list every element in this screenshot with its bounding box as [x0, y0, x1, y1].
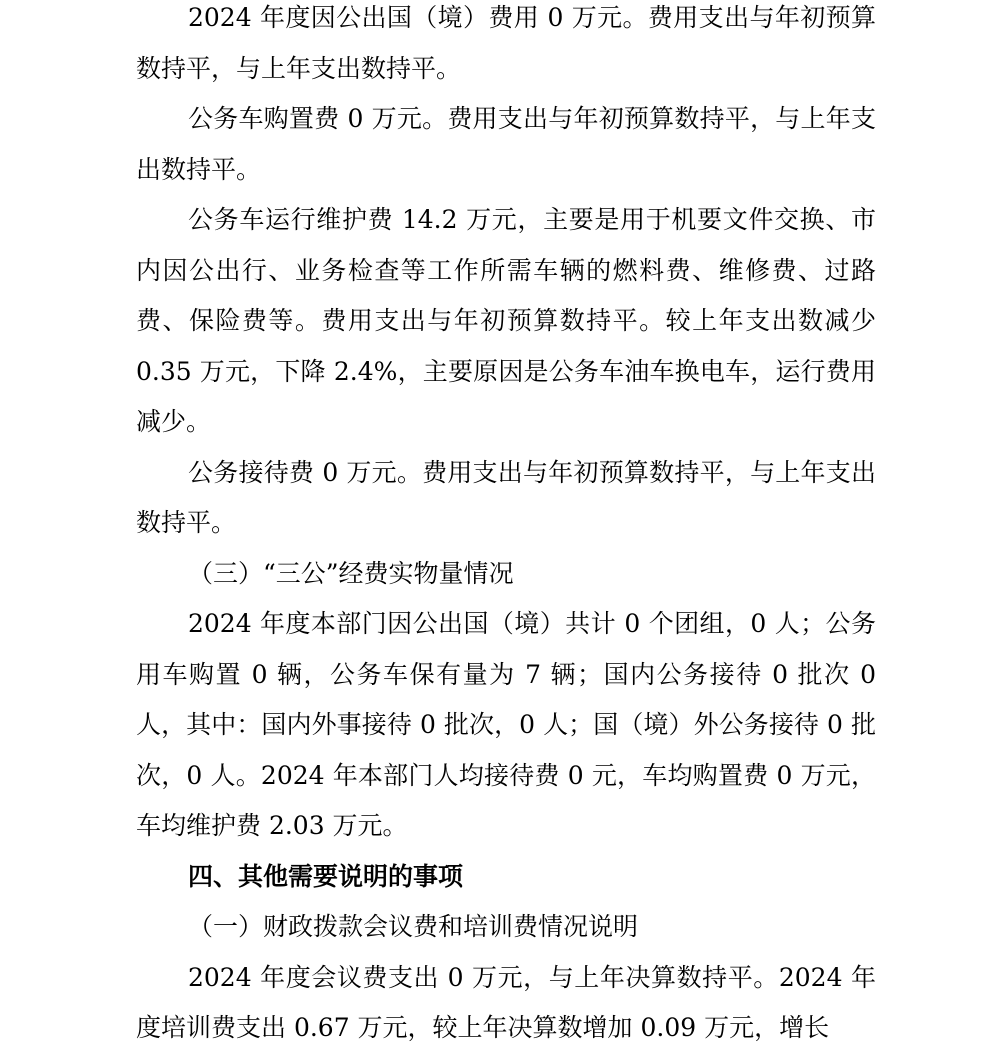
paragraph-physical-quantity: 2024 年度本部门因公出国（境）共计 0 个团组，0 人；公务用车购置 0 辆，公务车保有量为 7 辆；国内公务接待 0 批次 0 人，其中：国内外事接待 0 批次，0 人；国（境）外公务接待 0 批次，0 人。2024 年本部门人均接待费 0 元，车均购置费 0 万元，车均维护费 2.03 万元。	[136, 609, 876, 840]
subheading-physical-quantity: （三）“三公”经费实物量情况	[188, 558, 514, 588]
paragraph-vehicle-purchase: 公务车购置费 0 万元。费用支出与年初预算数持平，与上年支出数持平。	[136, 104, 876, 184]
paragraph-overseas-travel: 2024 年度因公出国（境）费用 0 万元。费用支出与年初预算数持平，与上年支出数持平。	[136, 3, 876, 83]
document-page	[136, 0, 876, 1054]
subheading-meeting-training: （一）财政拨款会议费和培训费情况说明	[188, 912, 639, 941]
paragraph-reception: 公务接待费 0 万元。费用支出与年初预算数持平，与上年支出数持平。	[136, 457, 876, 537]
paragraph-meeting-training: 2024 年度会议费支出 0 万元，与上年决算数持平。2024 年度培训费支出 0.67 万元，较上年决算数增加 0.09 万元，增长	[136, 962, 876, 1042]
section-heading-other-matters: 四、其他需要说明的事项	[188, 861, 464, 891]
paragraph-vehicle-maintenance: 公务车运行维护费 14.2 万元，主要是用于机要文件交换、市内因公出行、业务检查等工作所需车辆的燃料费、维修费、过路费、保险费等。费用支出与年初预算数持平。较上年支出数减少 0.35 万元，下降 2.4%，主要原因是公务车油车换电车，运行费用减少。	[136, 205, 876, 436]
